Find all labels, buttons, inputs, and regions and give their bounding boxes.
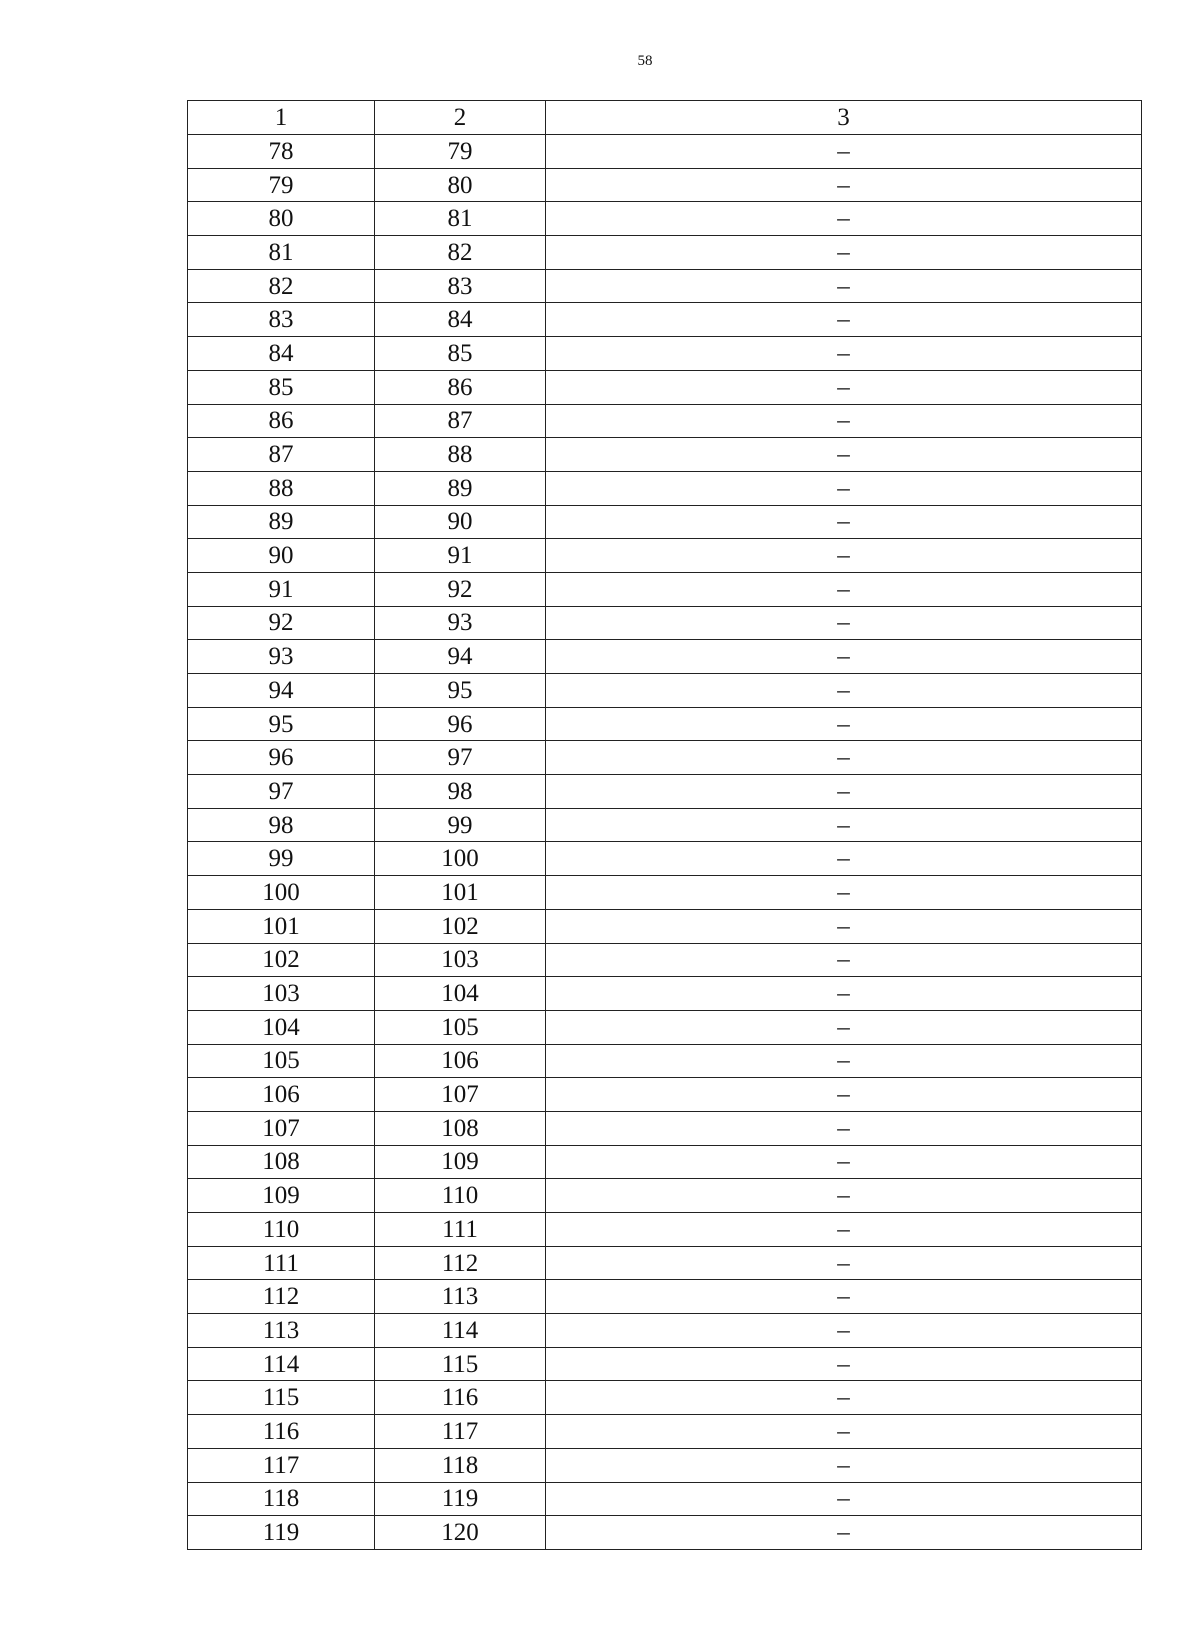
table-cell-col-1: 102 [188, 943, 375, 977]
table-cell-col-1: 96 [188, 741, 375, 775]
table-cell-col-1: 78 [188, 135, 375, 169]
data-table [187, 100, 1142, 1550]
table-row [188, 1516, 1142, 1550]
table-cell-col-1: 101 [188, 909, 375, 943]
table-cell-col-2: 84 [375, 303, 546, 337]
table-cell-col-1: 113 [188, 1314, 375, 1348]
table-cell-col-2: 102 [375, 909, 546, 943]
table-row [188, 1145, 1142, 1179]
table-cell-col-3: – [546, 842, 1142, 876]
table-cell-col-2: 96 [375, 707, 546, 741]
table-cell-col-3: – [546, 1010, 1142, 1044]
table-cell-col-1: 107 [188, 1111, 375, 1145]
table-cell-col-3: – [546, 337, 1142, 371]
table-cell-col-2: 101 [375, 876, 546, 910]
table-cell-col-3: – [546, 909, 1142, 943]
table-cell-col-1: 112 [188, 1280, 375, 1314]
table-cell-col-2: 115 [375, 1347, 546, 1381]
table-cell-col-3: – [546, 202, 1142, 236]
table-row [188, 1448, 1142, 1482]
table-cell-col-1: 92 [188, 606, 375, 640]
table-cell-col-2: 89 [375, 471, 546, 505]
table-row [188, 876, 1142, 910]
table-cell-col-1: 94 [188, 674, 375, 708]
table-cell-col-3: – [546, 1280, 1142, 1314]
table-cell-col-2: 105 [375, 1010, 546, 1044]
table-cell-col-2: 112 [375, 1246, 546, 1280]
table-cell-col-1: 99 [188, 842, 375, 876]
table-cell-col-3: – [546, 674, 1142, 708]
table-cell-col-1: 79 [188, 168, 375, 202]
table-cell-col-2: 86 [375, 370, 546, 404]
table-row [188, 303, 1142, 337]
table-cell-col-1: 118 [188, 1482, 375, 1516]
table-cell-col-3: – [546, 1213, 1142, 1247]
table-cell-col-2: 88 [375, 438, 546, 472]
table-cell-col-3: – [546, 168, 1142, 202]
table-row [188, 168, 1142, 202]
table-cell-col-1: 114 [188, 1347, 375, 1381]
table-row [188, 269, 1142, 303]
table-cell-col-1: 80 [188, 202, 375, 236]
table-cell-col-3: – [546, 236, 1142, 270]
table-cell-col-1: 110 [188, 1213, 375, 1247]
table-cell-col-1: 84 [188, 337, 375, 371]
table-cell-col-1: 90 [188, 539, 375, 573]
table-row [188, 135, 1142, 169]
table-cell-col-1: 116 [188, 1415, 375, 1449]
table-cell-col-2: 109 [375, 1145, 546, 1179]
table-cell-col-1: 91 [188, 572, 375, 606]
table-cell-col-1: 105 [188, 1044, 375, 1078]
table-cell-col-3: – [546, 1078, 1142, 1112]
table-cell-col-1: 81 [188, 236, 375, 270]
table-row [188, 404, 1142, 438]
table-cell-col-3: – [546, 707, 1142, 741]
table-row [188, 842, 1142, 876]
table-cell-col-2: 93 [375, 606, 546, 640]
table-row [188, 539, 1142, 573]
table-row [188, 977, 1142, 1011]
table-cell-col-2: 103 [375, 943, 546, 977]
column-header-1: 1 [188, 101, 375, 135]
table-cell-col-2: 110 [375, 1179, 546, 1213]
table-row [188, 505, 1142, 539]
table-row [188, 741, 1142, 775]
table-cell-col-1: 104 [188, 1010, 375, 1044]
table-row [188, 236, 1142, 270]
table-cell-col-2: 106 [375, 1044, 546, 1078]
table-cell-col-3: – [546, 1415, 1142, 1449]
table-row [188, 1010, 1142, 1044]
table-cell-col-2: 104 [375, 977, 546, 1011]
page-number: 58 [637, 53, 653, 69]
table-cell-col-2: 82 [375, 236, 546, 270]
table-cell-col-2: 114 [375, 1314, 546, 1348]
table-cell-col-3: – [546, 438, 1142, 472]
table-row [188, 202, 1142, 236]
table-body [188, 135, 1142, 1550]
table-row [188, 370, 1142, 404]
table-cell-col-3: – [546, 471, 1142, 505]
table-cell-col-3: – [546, 539, 1142, 573]
table-cell-col-3: – [546, 269, 1142, 303]
table-row [188, 1078, 1142, 1112]
table-cell-col-1: 87 [188, 438, 375, 472]
column-header-3: 3 [546, 101, 1142, 135]
table-cell-col-3: – [546, 606, 1142, 640]
table-cell-col-1: 100 [188, 876, 375, 910]
table-cell-col-3: – [546, 572, 1142, 606]
table-cell-col-2: 118 [375, 1448, 546, 1482]
table-cell-col-3: – [546, 135, 1142, 169]
table-cell-col-1: 119 [188, 1516, 375, 1550]
table-row [188, 674, 1142, 708]
table-cell-col-3: – [546, 1347, 1142, 1381]
table-row [188, 1415, 1142, 1449]
table-row [188, 337, 1142, 371]
table-row [188, 909, 1142, 943]
table-cell-col-2: 117 [375, 1415, 546, 1449]
table-row [188, 1482, 1142, 1516]
table-cell-col-3: – [546, 1516, 1142, 1550]
table-cell-col-1: 93 [188, 640, 375, 674]
table-cell-col-2: 83 [375, 269, 546, 303]
table-cell-col-2: 108 [375, 1111, 546, 1145]
table-cell-col-2: 113 [375, 1280, 546, 1314]
table-cell-col-2: 107 [375, 1078, 546, 1112]
table-cell-col-1: 117 [188, 1448, 375, 1482]
table-cell-col-1: 88 [188, 471, 375, 505]
table-row [188, 572, 1142, 606]
table-cell-col-2: 119 [375, 1482, 546, 1516]
table-cell-col-3: – [546, 741, 1142, 775]
table-row [188, 1280, 1142, 1314]
table-cell-col-3: – [546, 1179, 1142, 1213]
table-row [188, 775, 1142, 809]
table-cell-col-2: 91 [375, 539, 546, 573]
table-row [188, 1347, 1142, 1381]
table-cell-col-2: 81 [375, 202, 546, 236]
table-cell-col-3: – [546, 977, 1142, 1011]
table-cell-col-1: 95 [188, 707, 375, 741]
table-cell-col-2: 90 [375, 505, 546, 539]
table-row [188, 640, 1142, 674]
table-cell-col-3: – [546, 303, 1142, 337]
table-cell-col-3: – [546, 808, 1142, 842]
table-cell-col-1: 98 [188, 808, 375, 842]
table-cell-col-3: – [546, 1145, 1142, 1179]
table-cell-col-2: 92 [375, 572, 546, 606]
table-header-row [188, 101, 1142, 135]
table-cell-col-2: 79 [375, 135, 546, 169]
table-cell-col-3: – [546, 876, 1142, 910]
table-row [188, 1213, 1142, 1247]
table-row [188, 707, 1142, 741]
table-row [188, 1111, 1142, 1145]
table-row [188, 438, 1142, 472]
table-cell-col-1: 106 [188, 1078, 375, 1112]
table-cell-col-2: 120 [375, 1516, 546, 1550]
table-cell-col-1: 115 [188, 1381, 375, 1415]
table-cell-col-3: – [546, 1111, 1142, 1145]
table-row [188, 1179, 1142, 1213]
table-cell-col-3: – [546, 370, 1142, 404]
table-row [188, 1044, 1142, 1078]
table-cell-col-2: 97 [375, 741, 546, 775]
table-cell-col-3: – [546, 505, 1142, 539]
table-row [188, 606, 1142, 640]
column-header-2: 2 [375, 101, 546, 135]
table-cell-col-3: – [546, 1482, 1142, 1516]
table-cell-col-1: 108 [188, 1145, 375, 1179]
table-cell-col-1: 97 [188, 775, 375, 809]
table-row [188, 1381, 1142, 1415]
table-cell-col-3: – [546, 1448, 1142, 1482]
table-cell-col-1: 86 [188, 404, 375, 438]
table-cell-col-3: – [546, 640, 1142, 674]
table-cell-col-2: 80 [375, 168, 546, 202]
table-cell-col-2: 111 [375, 1213, 546, 1247]
table-row [188, 943, 1142, 977]
table-cell-col-3: – [546, 1314, 1142, 1348]
table-cell-col-1: 109 [188, 1179, 375, 1213]
table-cell-col-2: 95 [375, 674, 546, 708]
table-cell-col-2: 100 [375, 842, 546, 876]
table-row [188, 1314, 1142, 1348]
table-cell-col-1: 111 [188, 1246, 375, 1280]
table-row [188, 471, 1142, 505]
table-cell-col-3: – [546, 1246, 1142, 1280]
table-cell-col-1: 83 [188, 303, 375, 337]
table-cell-col-2: 87 [375, 404, 546, 438]
table-cell-col-2: 99 [375, 808, 546, 842]
table-cell-col-3: – [546, 775, 1142, 809]
table-cell-col-1: 85 [188, 370, 375, 404]
table-cell-col-3: – [546, 1044, 1142, 1078]
table-cell-col-1: 89 [188, 505, 375, 539]
table-cell-col-1: 103 [188, 977, 375, 1011]
table-cell-col-2: 116 [375, 1381, 546, 1415]
table-cell-col-3: – [546, 943, 1142, 977]
table-cell-col-2: 85 [375, 337, 546, 371]
table-cell-col-3: – [546, 404, 1142, 438]
table-cell-col-3: – [546, 1381, 1142, 1415]
table-row [188, 1246, 1142, 1280]
table-cell-col-2: 98 [375, 775, 546, 809]
table-cell-col-2: 94 [375, 640, 546, 674]
table-cell-col-1: 82 [188, 269, 375, 303]
table-row [188, 808, 1142, 842]
